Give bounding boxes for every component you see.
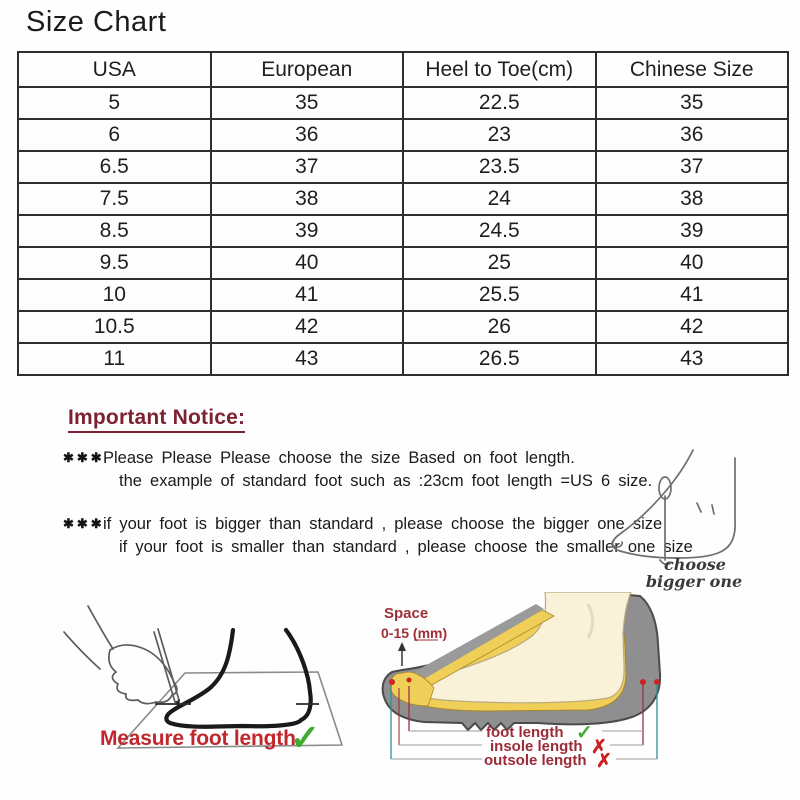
cell: 36 <box>211 119 404 151</box>
cell: 6.5 <box>18 151 211 183</box>
cell: 41 <box>211 279 404 311</box>
cell: 41 <box>596 279 789 311</box>
col-header-chinese-size: Chinese Size <box>596 52 789 87</box>
cell: 40 <box>596 247 789 279</box>
table-row <box>18 119 788 151</box>
notice-bullet-1 <box>63 447 683 493</box>
cross-icon: ✗ <box>596 751 612 772</box>
notice-heading: Important Notice: <box>68 406 245 433</box>
bigger-one-caption-line2: bigger one <box>645 572 743 591</box>
cell: 38 <box>211 183 404 215</box>
cell: 23.5 <box>403 151 596 183</box>
size-chart-table <box>17 51 789 376</box>
cell: 43 <box>211 343 404 375</box>
cell: 38 <box>596 183 789 215</box>
cell: 24.5 <box>403 215 596 247</box>
cell: 9.5 <box>18 247 211 279</box>
cell: 37 <box>211 151 404 183</box>
table-header-row <box>18 52 788 87</box>
col-header-heel-to-toe: Heel to Toe(cm) <box>403 52 596 87</box>
cell: 25.5 <box>403 279 596 311</box>
space-label-line1: Space <box>384 605 429 622</box>
cell: 10 <box>18 279 211 311</box>
cell: 39 <box>211 215 404 247</box>
page-title: Size Chart <box>26 6 167 38</box>
dimension-label-outsole-length: outsole length <box>484 752 587 769</box>
space-arrow-head-icon <box>398 642 406 651</box>
cell: 40 <box>211 247 404 279</box>
notice-line: the example of standard foot such as :23cm foot length =US 6 size. <box>119 472 653 490</box>
choose-bigger-one-illustration <box>600 436 785 594</box>
bigger-one-caption-line1: choose <box>664 555 726 574</box>
dimension-label-insole-length: insole length <box>490 738 583 755</box>
col-header-european: European <box>211 52 404 87</box>
foot-front-marker-dot <box>407 678 412 683</box>
check-icon: ✓ <box>290 717 321 758</box>
table-row <box>18 183 788 215</box>
cell: 22.5 <box>403 87 596 119</box>
table-row <box>18 311 788 343</box>
table-row <box>18 247 788 279</box>
measure-foot-illustration <box>58 592 393 797</box>
table-row <box>18 87 788 119</box>
cell: 37 <box>596 151 789 183</box>
cell: 23 <box>403 119 596 151</box>
cell: 25 <box>403 247 596 279</box>
space-label-line2: 0-15 (mm) <box>381 625 448 641</box>
cross-icon: ✗ <box>591 737 607 758</box>
foot-sketch-icon <box>612 450 735 564</box>
cell: 10.5 <box>18 311 211 343</box>
cell: 8.5 <box>18 215 211 247</box>
asterisk-bullet-icon: ✱✱✱ <box>63 450 105 465</box>
asterisk-bullet-icon: ✱✱✱ <box>63 516 105 531</box>
cell: 39 <box>596 215 789 247</box>
notice-line: if your foot is smaller than standard , please choose the smaller one size <box>119 538 693 556</box>
cell: 7.5 <box>18 183 211 215</box>
notice-bullet-1-text <box>103 447 652 493</box>
table-row <box>18 151 788 183</box>
foot-in-shoe-icon <box>406 592 631 703</box>
toe-marker-dot <box>389 679 395 685</box>
cell: 36 <box>596 119 789 151</box>
cell: 43 <box>596 343 789 375</box>
cell: 26.5 <box>403 343 596 375</box>
notice-line: if your foot is bigger than standard , please choose the bigger one size <box>103 515 663 533</box>
cell: 42 <box>211 311 404 343</box>
hand-with-pen-icon <box>64 606 179 704</box>
notice-line: Please Please Please choose the size Based on foot length. <box>103 449 575 467</box>
cell: 35 <box>596 87 789 119</box>
check-icon: ✓ <box>576 722 593 744</box>
cell: 5 <box>18 87 211 119</box>
table-row <box>18 279 788 311</box>
shoe-fit-diagram <box>378 592 688 800</box>
measure-caption: Measure foot length <box>100 727 296 750</box>
cell: 11 <box>18 343 211 375</box>
cell: 42 <box>596 311 789 343</box>
table-row <box>18 215 788 247</box>
table-row <box>18 343 788 375</box>
cell: 6 <box>18 119 211 151</box>
cell: 35 <box>211 87 404 119</box>
cell: 26 <box>403 311 596 343</box>
dimension-label-foot-length: foot length <box>486 724 564 741</box>
cell: 24 <box>403 183 596 215</box>
col-header-usa: USA <box>18 52 211 87</box>
